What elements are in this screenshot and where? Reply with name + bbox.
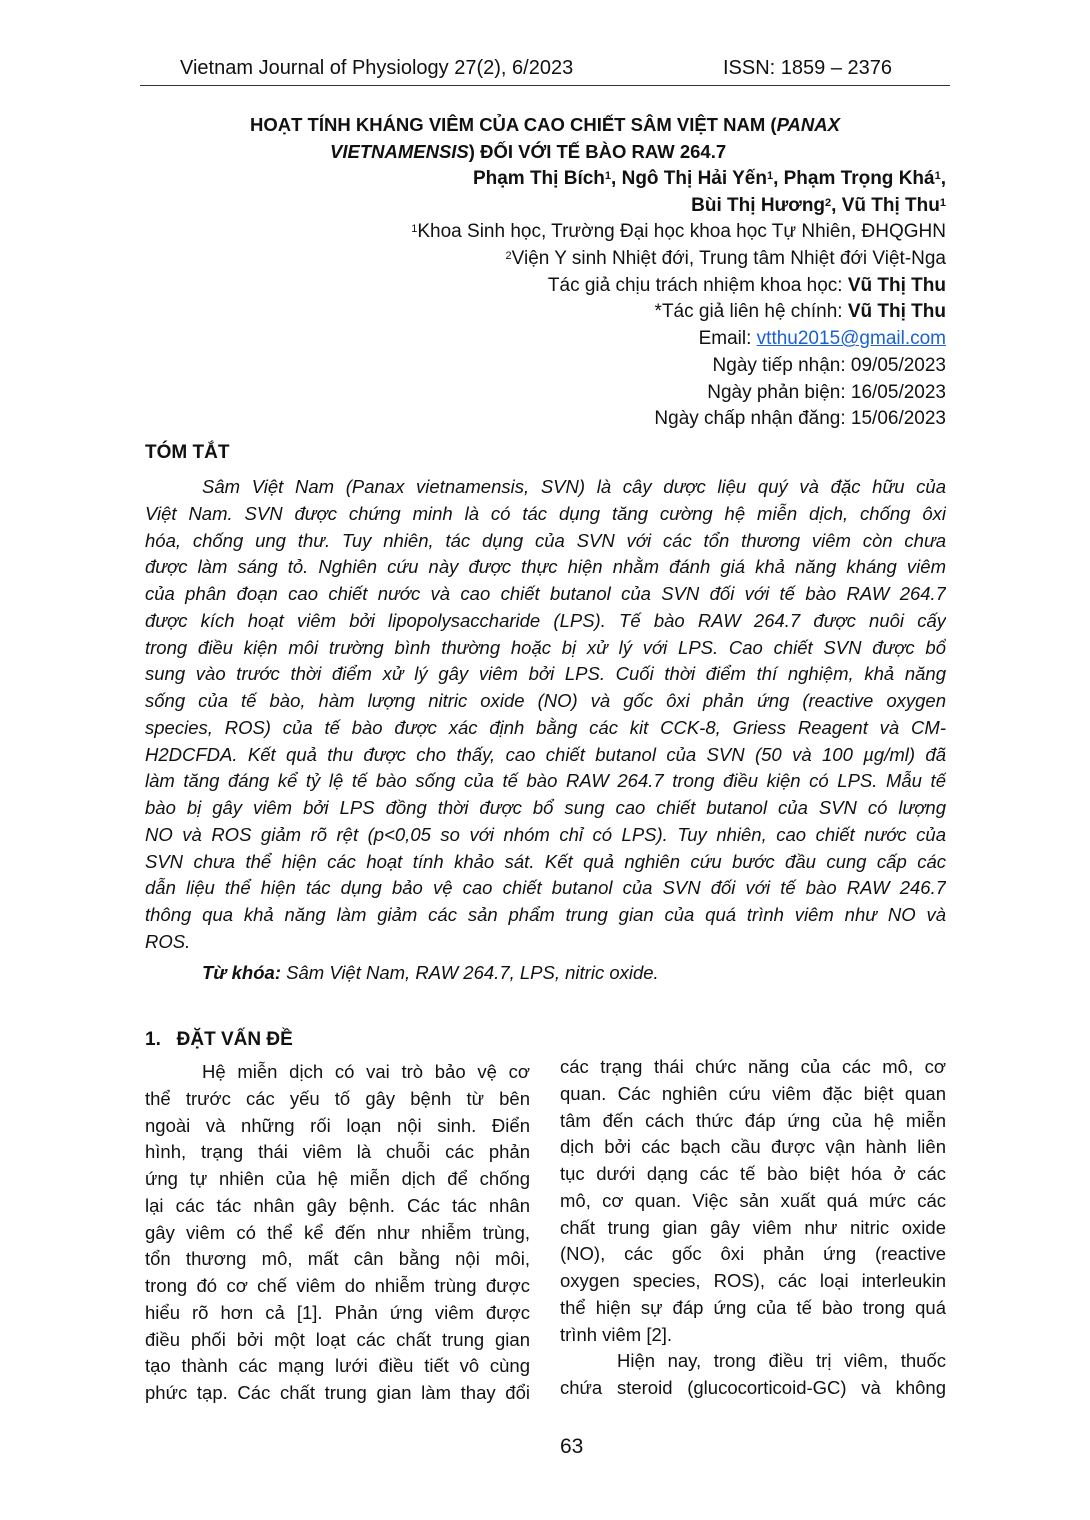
- issn: ISSN: 1859 – 2376: [723, 57, 893, 79]
- text-line: được kích hoạt viêm bởi lipopolysaccharide (LPS). Tế bào RAW 264.7 được nuôi cấy: [145, 609, 946, 631]
- accepted-date: Ngày chấp nhận đăng: 15/06/2023: [654, 408, 946, 430]
- affiliation-1: [411, 219, 946, 246]
- right-column: [560, 1054, 946, 1402]
- abstract-body: [145, 474, 946, 956]
- responsible-author: [411, 273, 946, 300]
- text-line: làm tăng đáng kể tỷ lệ tế bào sống của tế bào RAW 264.7 trong điều kiện có LPS. Mẫu tế: [145, 770, 946, 792]
- title-italic: PANAX: [776, 114, 840, 135]
- text-line: tạo thành các mạng lưới điều tiết vô cùng: [145, 1355, 530, 1377]
- author-name: Phạm Thị Bích: [472, 168, 605, 189]
- paper-title-line-2: [330, 141, 726, 163]
- section-heading: 1. ĐẶT VẤN ĐỀ: [145, 1029, 293, 1050]
- text-line: ứng tự nhiên của hệ miễn dịch để chống: [145, 1168, 530, 1189]
- authors-line-2: [411, 193, 946, 220]
- keywords: [202, 962, 659, 984]
- title-text: HOẠT TÍNH KHÁNG VIÊM CỦA CAO CHIẾT SÂM VIỆT NAM (: [250, 114, 777, 135]
- separator: ,: [773, 168, 784, 189]
- author-sup: 1: [934, 170, 941, 182]
- text-line: ngoài và những rối loạn nội sinh. Điển: [145, 1114, 530, 1136]
- text-line: chứa steroid (glucocorticoid-GC) và không: [560, 1377, 946, 1398]
- name: Vũ Thị Thu: [847, 301, 946, 323]
- text-line: thể hiện sự đáp ứng của tế bào trong quá: [560, 1296, 946, 1318]
- text-line: quan. Các nghiên cứu viêm đặc biệt quan: [560, 1082, 946, 1104]
- text-line: được làm sáng tỏ. Nghiên cứu này được thực hiện nhằm đánh giá khả năng kháng viêm: [145, 556, 946, 578]
- text-line: chất trung gian gây viêm như nitric oxide: [560, 1216, 946, 1238]
- text-line: gây viêm có thể kể đến như nhiễm trùng,: [145, 1221, 530, 1243]
- separator: ,: [940, 168, 946, 189]
- text-line: Việt Nam. SVN được chứng minh là có tác dụng tăng cường hệ miễn dịch, chống ôxi: [145, 502, 946, 524]
- page-number: 63: [560, 1435, 584, 1458]
- left-column: [145, 1059, 530, 1407]
- title-italic: VIETNAMENSIS: [330, 141, 469, 162]
- affiliation-text: Viện Y sinh Nhiệt đới, Trung tâm Nhiệt đới Việt-Nga: [511, 248, 946, 270]
- affiliation-2: [411, 246, 946, 273]
- keywords-text: Sâm Việt Nam, RAW 264.7, LPS, nitric oxide.: [281, 962, 659, 983]
- email-line: [411, 326, 946, 353]
- affiliation-sup: 2: [505, 250, 512, 263]
- text-line: trình viêm [2].: [560, 1323, 673, 1345]
- affiliation-text: Khoa Sinh học, Trường Đại học khoa học Tự Nhiên, ĐHQGHN: [417, 221, 946, 243]
- text-line: (NO), các gốc ôxi phản ứng (reactive: [560, 1243, 946, 1265]
- title-text: ) ĐỐI VỚI TẾ BÀO RAW 264.7: [468, 141, 727, 162]
- text-line: tổn thương mô, mất cân bằng nội môi,: [145, 1248, 530, 1270]
- text-line: điều phối bởi một loạt các chất trung gian: [145, 1328, 530, 1350]
- reviewed-date: Ngày phản biện: 16/05/2023: [707, 381, 946, 403]
- text-line: Hiện nay, trong điều trị viêm, thuốc: [617, 1350, 946, 1372]
- text-line: thông qua khả năng làm giảm các sản phẩm trung gian của quá trình viêm như NO và: [145, 904, 946, 925]
- author-sup: 1: [766, 170, 774, 182]
- name: Vũ Thị Thu: [847, 274, 946, 296]
- text-line: các trạng thái chức năng của các mô, cơ: [560, 1056, 946, 1077]
- text-line: dịch bởi các bạch cầu được vận hành liên: [560, 1136, 946, 1158]
- text-line: NO và ROS giảm rõ rệt (p<0,05 so với nhóm chỉ có LPS). Tuy nhiên, cao chiết nước của: [145, 823, 946, 845]
- text-line: sống của tế bào, hàm lượng nitric oxide (NO) và gốc ôxi phản ứng (reactive oxygen: [145, 690, 946, 711]
- text-line: phức tạp. Các chất trung gian làm thay đổi: [145, 1382, 530, 1403]
- text-line: SVN chưa thể hiện các hoạt tính khảo sát. Kết quả nghiên cứu bước đầu cung cấp các: [145, 850, 946, 872]
- text-line: trong đó cơ chế viêm do nhiễm trùng được: [145, 1275, 530, 1296]
- text-line: lại các tác nhân gây bệnh. Các tác nhân: [145, 1194, 530, 1216]
- text-line: ROS.: [145, 930, 191, 952]
- text-line: tâm đến cách thức đáp ứng của hệ miễn: [560, 1109, 946, 1131]
- text-line: Sâm Việt Nam (Panax vietnamensis, SVN) là cây dược liệu quý và đặc hữu của: [202, 476, 946, 497]
- author-name: Bùi Thị Hương: [691, 194, 826, 216]
- author-name: Ngô Thị Hải Yến: [621, 168, 767, 189]
- text-line: hình, trạng thái viêm là chuỗi các phản: [145, 1141, 530, 1163]
- keywords-label: Từ khóa:: [202, 962, 281, 983]
- label: Email:: [698, 328, 757, 350]
- journal-name: Vietnam Journal of Physiology 27(2), 6/2023: [180, 57, 574, 79]
- header-rule: [140, 85, 950, 86]
- text-line: của phân đoạn cao chiết nước và cao chiết butanol của SVN đối với tế bào RAW 264.7: [145, 583, 946, 604]
- text-line: oxygen species, ROS), các loại interleukin: [560, 1270, 946, 1291]
- paper-title-line-1: [250, 114, 840, 136]
- text-line: H2DCFDA. Kết quả thu được cho thấy, cao chiết butanol của SVN (50 và 100 µg/ml) đã: [145, 743, 946, 765]
- author-sup: 1: [604, 170, 612, 182]
- text-line: mô, cơ quan. Việc sản xuất quá mức các: [560, 1189, 946, 1211]
- text-line: trong điều kiện môi trường bình thường hoặc bị xử lý với LPS. Cao chiết SVN được bổ: [145, 636, 946, 658]
- author-info: [411, 166, 946, 433]
- author-sup: 1: [939, 196, 946, 209]
- text-line: dẫn liệu thể hiện tác dụng bảo vệ cao chiết butanol của SVN đối với tế bào RAW 246.7: [145, 877, 946, 899]
- contact-author: [411, 299, 946, 326]
- label: *Tác giả liên hệ chính:: [654, 301, 848, 323]
- affiliation-sup: 1: [411, 223, 418, 236]
- separator: ,: [831, 194, 842, 216]
- text-line: sung vào trước thời điểm xử lý gây viêm bởi LPS. Cuối thời điểm thí nghiệm, khả năng: [145, 663, 946, 685]
- text-line: species, ROS) của tế bào được xác định bằng các kit CCK-8, Griess Reagent và CM-: [145, 716, 946, 738]
- label: Tác giả chịu trách nhiệm khoa học:: [547, 274, 848, 296]
- separator: ,: [611, 168, 622, 189]
- text-line: thể trước các yếu tố gây bệnh từ bên: [145, 1087, 530, 1109]
- authors-line-1: [411, 166, 946, 193]
- text-line: Hệ miễn dịch có vai trò bảo vệ cơ: [202, 1061, 530, 1082]
- text-line: hóa, chống ung thư. Tuy nhiên, tác dụng của SVN với các tổn thương viêm còn chưa: [145, 529, 946, 551]
- author-sup: 2: [825, 196, 832, 209]
- text-line: tục dưới dạng các tế bào biệt hóa ở các: [560, 1163, 946, 1184]
- email-link[interactable]: vtthu2015@gmail.com: [756, 328, 946, 350]
- text-line: hiểu rõ hơn cả [1]. Phản ứng viêm được: [145, 1301, 530, 1323]
- abstract-heading: TÓM TẮT: [145, 442, 230, 463]
- author-name: Vũ Thị Thu: [841, 194, 940, 216]
- author-name: Phạm Trọng Khá: [783, 168, 935, 189]
- received-date: Ngày tiếp nhận: 09/05/2023: [712, 354, 946, 376]
- text-line: bào bị gây viêm bởi LPS đồng thời được bổ sung cao chiết butanol của SVN có lượng: [145, 797, 946, 818]
